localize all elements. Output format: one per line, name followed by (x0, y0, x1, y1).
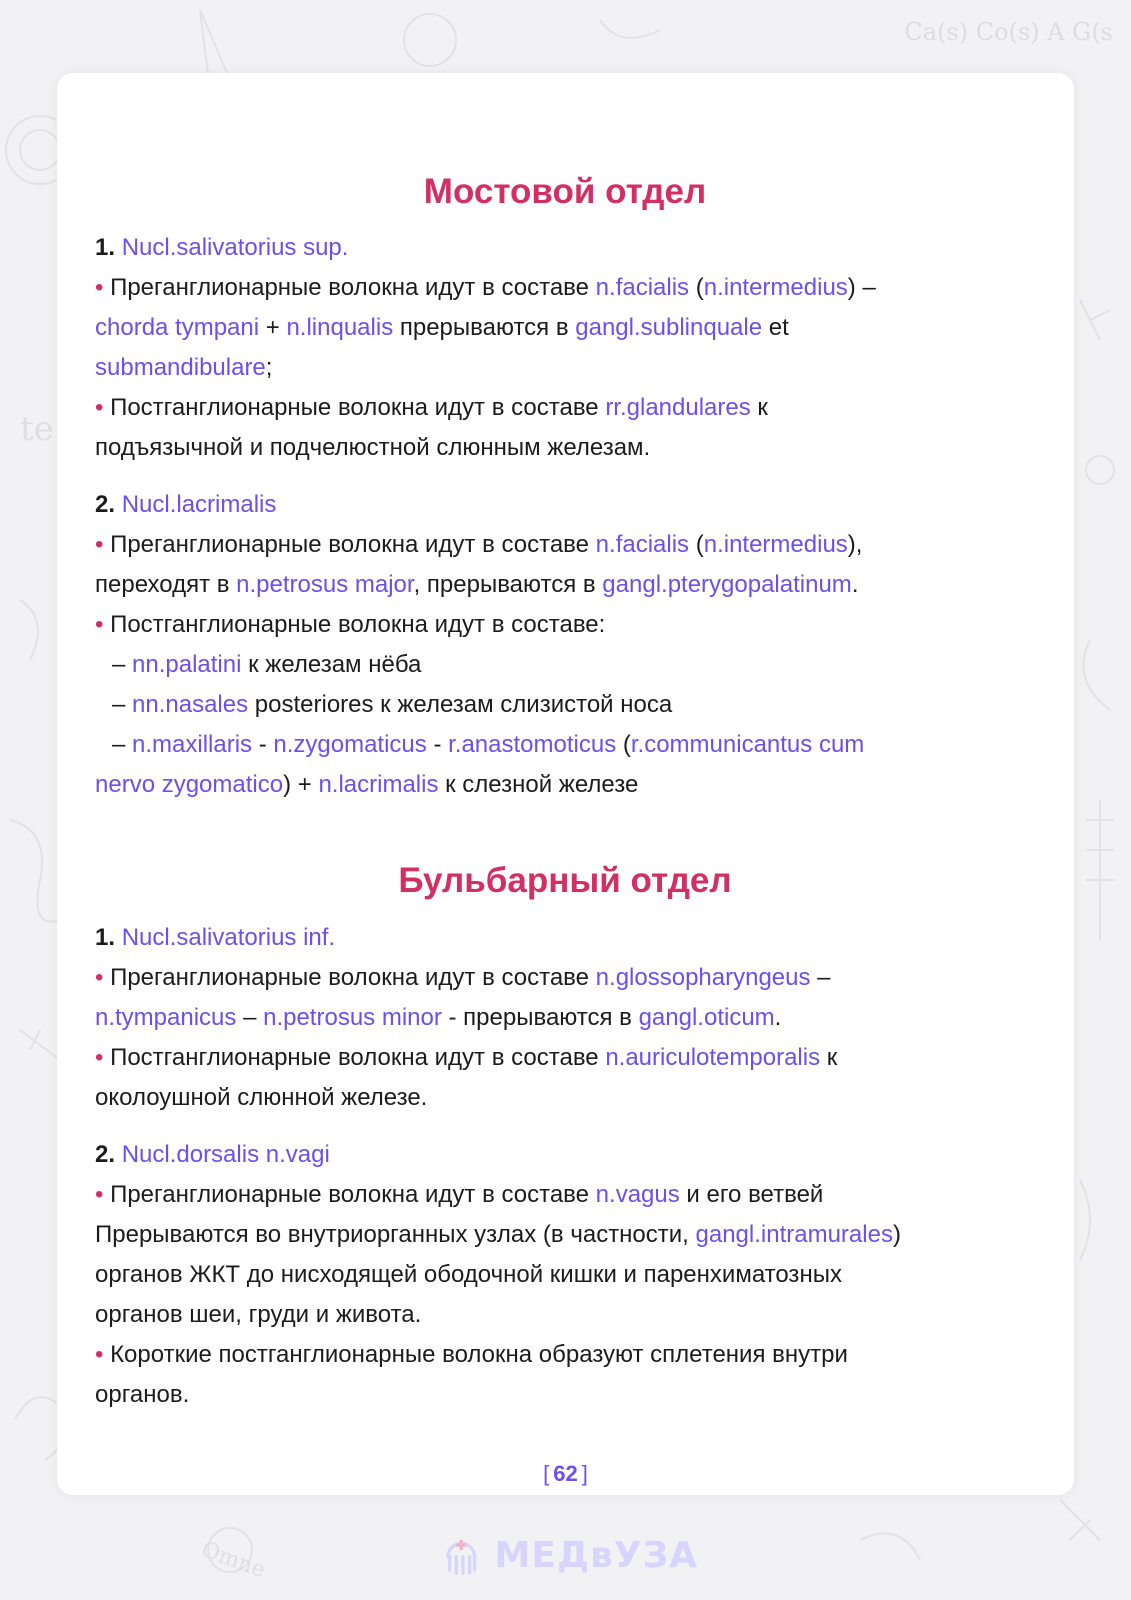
text-line (95, 565, 1035, 605)
octopus-icon (438, 1527, 485, 1583)
text-segment: – (112, 691, 133, 718)
text-line (95, 1295, 1035, 1335)
item-number: 1. (95, 924, 116, 951)
latin-term: gangl.intramurales (695, 1221, 893, 1248)
text-segment: ( (616, 731, 631, 758)
bullet-marker: • (95, 1044, 111, 1071)
text-segment: к (820, 1044, 838, 1071)
latin-term: n.lacrimalis (318, 771, 439, 798)
text-line (95, 958, 1035, 998)
text-line (95, 725, 1035, 765)
text-segment: Короткие постганглионарные волокна образуют сплетения внутри (110, 1341, 848, 1368)
text-segment: ; (265, 354, 273, 381)
latin-term: gangl.pterygopalatinum (602, 571, 852, 598)
text-segment: Преганглионарные волокна идут в составе (110, 1181, 596, 1208)
bullet-marker: • (95, 394, 111, 421)
text-segment: – (236, 1004, 264, 1031)
latin-term: nervo zygomatico (95, 771, 284, 798)
text-segment: + (259, 314, 287, 341)
text-segment: – (112, 651, 133, 678)
nucleus-name: Nucl.salivatorius sup. (121, 234, 349, 261)
text-line (95, 1078, 1035, 1118)
item-number: 2. (95, 1141, 116, 1168)
item-number: 1. (95, 234, 116, 261)
item-block (95, 228, 1035, 468)
section-title: Мостовой отдел (423, 172, 707, 211)
text-segment: к слезной железе (438, 771, 639, 798)
item-heading (95, 228, 1035, 268)
page-number (0, 1461, 1131, 1487)
latin-term: n.petrosus major (236, 571, 414, 598)
text-segment: Преганглионарные волокна идут в составе (110, 964, 596, 991)
latin-term: submandibulare (95, 354, 266, 381)
text-line (95, 645, 1035, 685)
text-segment: Постганглионарные волокна идут в составе (110, 394, 606, 421)
text-segment: Преганглионарные волокна идут в составе (110, 531, 596, 558)
text-segment: органов ЖКТ до нисходящей ободочной кишки и паренхиматозных (95, 1261, 842, 1288)
text-segment: ) + (283, 771, 319, 798)
latin-term: gangl.oticum (638, 1004, 775, 1031)
text-segment: Постганглионарные волокна идут в составе: (110, 611, 606, 638)
latin-term: n.maxillaris (132, 731, 253, 758)
text-segment: posteriores к железам слизистой носа (248, 691, 673, 718)
item-block (95, 1135, 1035, 1415)
text-segment: переходят в (95, 571, 237, 598)
text-line (95, 685, 1035, 725)
latin-term: n.intermedius (703, 531, 848, 558)
page-number-value: 62 (553, 1461, 578, 1486)
svg-text:Omne: Omne (197, 1537, 269, 1584)
bullet-marker: • (95, 964, 111, 991)
latin-term: n.glossopharyngeus (595, 964, 811, 991)
text-segment: - прерываются в (441, 1004, 639, 1031)
text-line (95, 268, 1035, 308)
text-line (95, 1335, 1035, 1375)
text-segment: ( (689, 531, 704, 558)
text-segment: - (426, 731, 449, 758)
text-line (95, 1038, 1035, 1078)
latin-term: chorda tympani (95, 314, 260, 341)
nucleus-name: Nucl.dorsalis n.vagi (121, 1141, 330, 1168)
latin-term: n.zygomaticus (273, 731, 427, 758)
svg-text:te: te (20, 409, 54, 449)
text-line (95, 1215, 1035, 1255)
text-segment: органов. (95, 1381, 190, 1408)
text-line (95, 1255, 1035, 1295)
text-segment: органов шеи, груди и живота. (95, 1301, 422, 1328)
text-line (95, 998, 1035, 1038)
nucleus-name: Nucl.salivatorius inf. (121, 924, 336, 951)
text-segment: к железам нёба (241, 651, 422, 678)
text-line (95, 765, 1035, 805)
latin-term: nn.nasales (132, 691, 249, 718)
text-line (95, 525, 1035, 565)
bullet-marker: • (95, 1181, 111, 1208)
text-segment: – (112, 731, 133, 758)
latin-term: n.vagus (595, 1181, 680, 1208)
latin-term: nn.palatini (132, 651, 242, 678)
text-segment: ), (847, 531, 863, 558)
latin-term: n.intermedius (703, 274, 848, 301)
text-segment: . (774, 1004, 782, 1031)
latin-term: n.facialis (595, 531, 690, 558)
bullet-marker: • (95, 611, 111, 638)
text-segment: ) – (847, 274, 876, 301)
latin-term: n.petrosus minor (263, 1004, 442, 1031)
bullet-marker: • (95, 531, 111, 558)
text-line (95, 1375, 1035, 1415)
logo-text: МЕДвУЗА (494, 1534, 698, 1576)
item-block (95, 485, 1035, 805)
text-line (95, 308, 1035, 348)
text-line (95, 605, 1035, 645)
text-segment: et (762, 314, 789, 341)
item-heading (95, 485, 1035, 525)
text-segment: подъязычной и подчелюстной слюнным железам. (95, 434, 651, 461)
bullet-marker: • (95, 274, 111, 301)
text-segment: Преганглионарные волокна идут в составе (110, 274, 596, 301)
item-heading (95, 1135, 1035, 1175)
text-segment: . (851, 571, 859, 598)
text-segment: – (810, 964, 831, 991)
latin-term: rr.glandulares (605, 394, 751, 421)
text-line (95, 1175, 1035, 1215)
text-segment: - (252, 731, 274, 758)
text-segment: к (750, 394, 768, 421)
text-segment: , прерываются в (413, 571, 603, 598)
latin-term: n.linqualis (286, 314, 394, 341)
item-heading (95, 918, 1035, 958)
text-segment: околоушной слюнной железе. (95, 1084, 428, 1111)
text-segment: ( (689, 274, 704, 301)
bullet-marker: • (95, 1341, 111, 1368)
latin-term: r.communicantus cum (630, 731, 865, 758)
latin-term: gangl.sublinquale (575, 314, 763, 341)
text-segment: Постганглионарные волокна идут в составе (110, 1044, 606, 1071)
section-title: Бульбарный отдел (398, 861, 732, 900)
text-line (95, 428, 1035, 468)
nucleus-name: Nucl.lacrimalis (121, 491, 277, 518)
corner-formula-decoration: Ca(s) Co(s) A G(s (904, 18, 1113, 46)
publisher-logo (438, 1527, 698, 1583)
item-block (95, 918, 1035, 1118)
item-number: 2. (95, 491, 116, 518)
text-segment: Прерываются во внутриорганных узлах (в частности, (95, 1221, 696, 1248)
latin-term: n.tympanicus (95, 1004, 237, 1031)
page-number-open-bracket: [ (543, 1461, 550, 1486)
text-line (95, 388, 1035, 428)
text-segment: и его ветвей (679, 1181, 824, 1208)
page-number-close-bracket: ] (581, 1461, 588, 1486)
text-line (95, 348, 1035, 388)
text-segment: ) (892, 1221, 901, 1248)
latin-term: n.facialis (595, 274, 690, 301)
latin-term: n.auriculotemporalis (605, 1044, 821, 1071)
text-segment: прерываются в (393, 314, 576, 341)
latin-term: r.anastomoticus (448, 731, 617, 758)
